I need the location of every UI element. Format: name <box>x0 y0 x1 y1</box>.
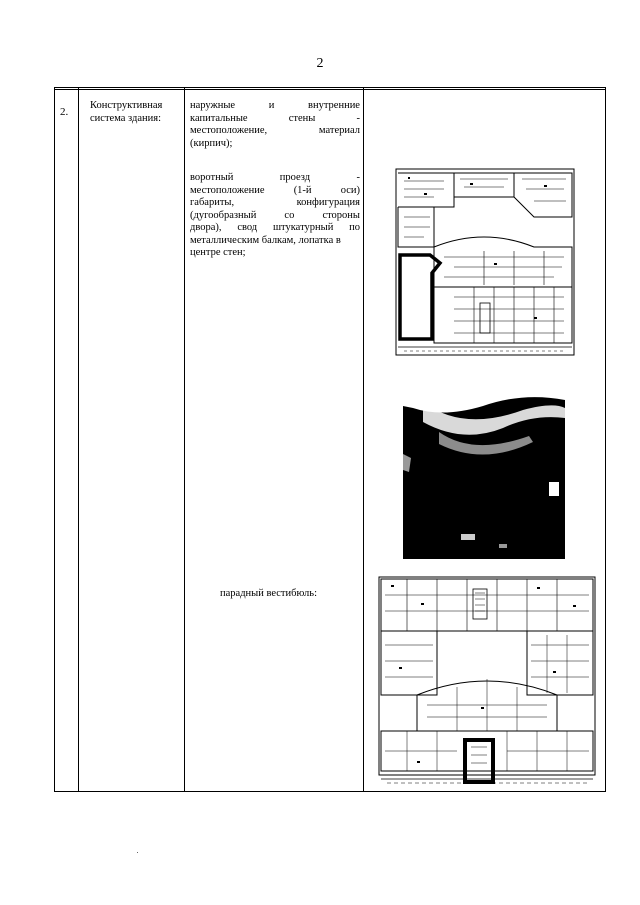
table-divider-3 <box>363 87 364 792</box>
word: (1-й <box>293 184 312 196</box>
text-line <box>190 100 360 113</box>
text-line <box>190 125 360 138</box>
text-line <box>190 222 360 235</box>
word: местоположение, <box>190 125 268 136</box>
table-divider-2 <box>184 87 185 792</box>
vault-photo-icon <box>403 362 565 559</box>
table-border-bottom <box>54 791 606 792</box>
text-line <box>190 185 360 198</box>
table-border-left <box>54 87 55 792</box>
text-line <box>190 113 360 126</box>
table-border-top <box>54 87 606 88</box>
word: конфигурация <box>296 197 360 208</box>
row-label-line: система здания: <box>90 112 161 124</box>
word: со <box>284 209 295 221</box>
word: и <box>268 100 275 111</box>
word: стороны <box>322 209 360 221</box>
row-label <box>90 100 180 125</box>
walls-description <box>190 100 360 150</box>
word: наружные <box>190 100 236 111</box>
vestibule-label: парадный вестибюль: <box>220 588 318 599</box>
word: свод <box>237 222 258 233</box>
gateway-description <box>190 172 360 260</box>
table-border-right <box>605 87 606 792</box>
row-number: 2. <box>60 106 69 118</box>
word: штукатурный <box>272 222 334 233</box>
table-border-top-inner <box>54 89 606 90</box>
floor-plan-1-icon <box>394 167 576 357</box>
word: - <box>356 112 360 124</box>
word: оси) <box>340 184 360 196</box>
word: воротный <box>190 172 234 183</box>
row-label-line: Конструктивная <box>90 100 163 111</box>
text-line: центре стен; <box>190 247 246 258</box>
word: материал <box>318 125 360 136</box>
word: стены <box>288 112 316 124</box>
text-line <box>190 210 360 223</box>
word: (дугообразный <box>190 209 257 221</box>
table-divider-1 <box>78 87 79 792</box>
word: внутренние <box>308 100 360 111</box>
word: капитальные <box>190 112 248 124</box>
stray-dot <box>137 852 138 853</box>
floor-plan-2-icon <box>377 575 597 787</box>
word: местоположение <box>190 184 265 196</box>
page-number: 2 <box>316 56 324 71</box>
text-line <box>190 172 360 185</box>
word: - <box>356 172 360 183</box>
word: проезд <box>279 172 311 183</box>
word: по <box>349 222 360 233</box>
word: габариты, <box>190 197 235 208</box>
text-line: (кирпич); <box>190 137 233 149</box>
text-line: металлическим балкам, лопатка в <box>190 234 341 246</box>
word: двора), <box>190 222 222 233</box>
text-line <box>190 197 360 210</box>
